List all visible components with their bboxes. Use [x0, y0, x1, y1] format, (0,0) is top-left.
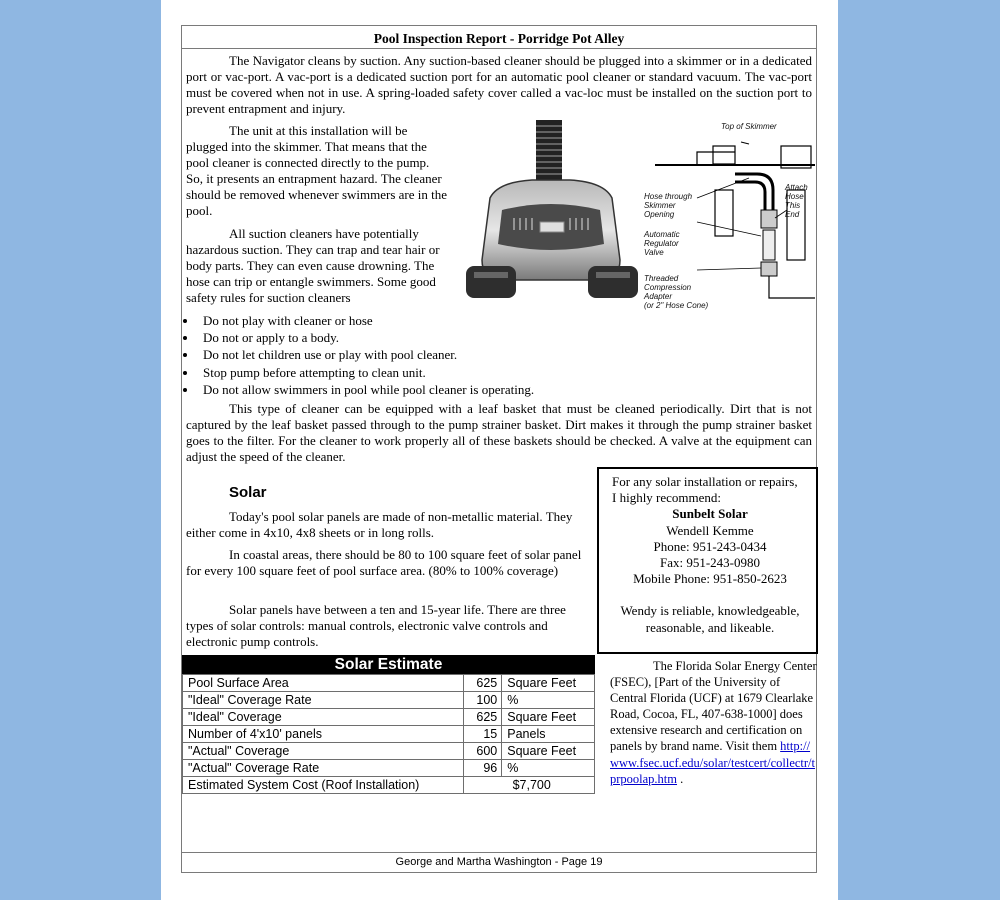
diagram-top-label: Top of Skimmer [721, 122, 777, 131]
table-row: "Actual" Coverage Rate 96 % [183, 760, 595, 777]
fax-number: Fax: 951-243-0980 [659, 555, 761, 571]
page-frame [181, 25, 817, 873]
recommend-note: Wendy is reliable, knowledgeable, reasonable, and likeable. [620, 603, 800, 635]
solar-paragraph-2: In coastal areas, there should be 80 to 100 square feet of solar panel for every 100 square feet of pool surface area. (80% to 100% coverage) [186, 547, 582, 579]
list-item: Do not play with cleaner or hose [182, 312, 742, 329]
estimate-heading: Solar Estimate [182, 655, 595, 674]
unit-paragraph: The unit at this installation will be plugged into the skimmer. That means that the pool cleaner is connected directly to the pump. So, it presents an entrapment hazard. The cleaner should be removed whenever swimmers are in the pool. [186, 123, 448, 219]
table-row: "Ideal" Coverage Rate 100 % [183, 692, 595, 709]
fsec-paragraph: The Florida Solar Energy Center (FSEC), [Part of the University of Central Florida (UCF) at 1679 Clearlake Road, Cocoa, FL, 407-638-1000] does extensive research and certification on panels by brand name. Visit them http://www.fsec.ucf.edu/solar/testcert/collectr/tprpoolap.htm . [610, 659, 817, 786]
table-row: "Actual" Coverage 600 Square Feet [183, 743, 595, 760]
diagram-adapter-label: Threaded Compression Adapter (or 2" Hose Cone) [644, 274, 709, 310]
title-rule [182, 48, 816, 49]
list-item: Do not let children use or play with pool cleaner. [182, 346, 742, 363]
recommend-line-1: For any solar installation or repairs, [612, 474, 798, 489]
document-page [161, 0, 838, 900]
table-row: "Ideal" Coverage 625 Square Feet [183, 709, 595, 726]
basket-paragraph: This type of cleaner can be equipped with a leaf basket that must be cleaned periodically. Dirt that is not captured by the leaf basket passed through to the pump strainer basket. Dirt makes it through the pump strainer basket goes to the filter. For the cleaner to work properly all of these baskets should be checked. A valve at the equipment can adjust the speed of the cleaner. [186, 401, 812, 465]
diagram-valve-label: Automatic Regulator Valve [644, 230, 680, 257]
diagram-attach-label: Attach Hose This End [785, 183, 808, 219]
list-item: Do not allow swimmers in pool while pool cleaner is operating. [182, 381, 742, 398]
mobile-number: Mobile Phone: 951-850-2623 [633, 571, 787, 587]
hazard-paragraph: All suction cleaners have potentially hazardous suction. They can trap and tear hair or body parts. They can even cause drowning. The hose can trip or entangle swimmers. Some good safety rules for suction cleaners [186, 226, 440, 306]
solar-paragraph-3: Solar panels have between a ten and 15-year life. There are three types of solar controls: manual controls, electronic valve controls and electronic pump controls. [186, 602, 566, 650]
list-item: Do not or apply to a body. [182, 329, 742, 346]
recommend-line-2: I highly recommend: [612, 490, 722, 506]
table-row: Pool Surface Area 625 Square Feet [183, 675, 595, 692]
intro-paragraph: The Navigator cleans by suction. Any suction-based cleaner should be plugged into a skimmer or in a dedicated port or vac-port. A vac-port is a dedicated suction port for an automatic pool cleaner or standard vacuum. The vac-port must be covered when not in use. A spring-loaded safety cover called a vac-loc must be installed on the suction port to prevent entrapment and injury. [186, 53, 812, 117]
diagram-hose-label: Hose through Skimmer Opening [644, 192, 693, 219]
list-item: Stop pump before attempting to clean unit. [182, 364, 742, 381]
page-footer: George and Martha Washington - Page 19 [395, 856, 603, 868]
company-name: Sunbelt Solar [672, 506, 748, 522]
estimate-table [182, 674, 595, 794]
footer-rule [182, 852, 816, 853]
phone-number: Phone: 951-243-0434 [653, 538, 767, 554]
fsec-link[interactable]: http://www.fsec.ucf.edu/solar/testcert/collectr/tprpoolap.htm [610, 739, 816, 786]
pool-cleaner-image [462, 118, 642, 304]
solar-heading: Solar [229, 484, 267, 501]
report-title: Pool Inspection Report - Porridge Pot Alley [373, 31, 625, 46]
safety-rules-list [182, 312, 742, 398]
recommendation-box [597, 467, 818, 654]
table-row: Number of 4'x10' panels 15 Panels [183, 726, 595, 743]
solar-paragraph-1: Today's pool solar panels are made of non-metallic material. They either come in 4x10, 4x8 sheets or in long rolls. [186, 509, 573, 541]
contact-name: Wendell Kemme [666, 522, 754, 538]
table-row: Estimated System Cost (Roof Installation) $7,700 [183, 777, 595, 794]
